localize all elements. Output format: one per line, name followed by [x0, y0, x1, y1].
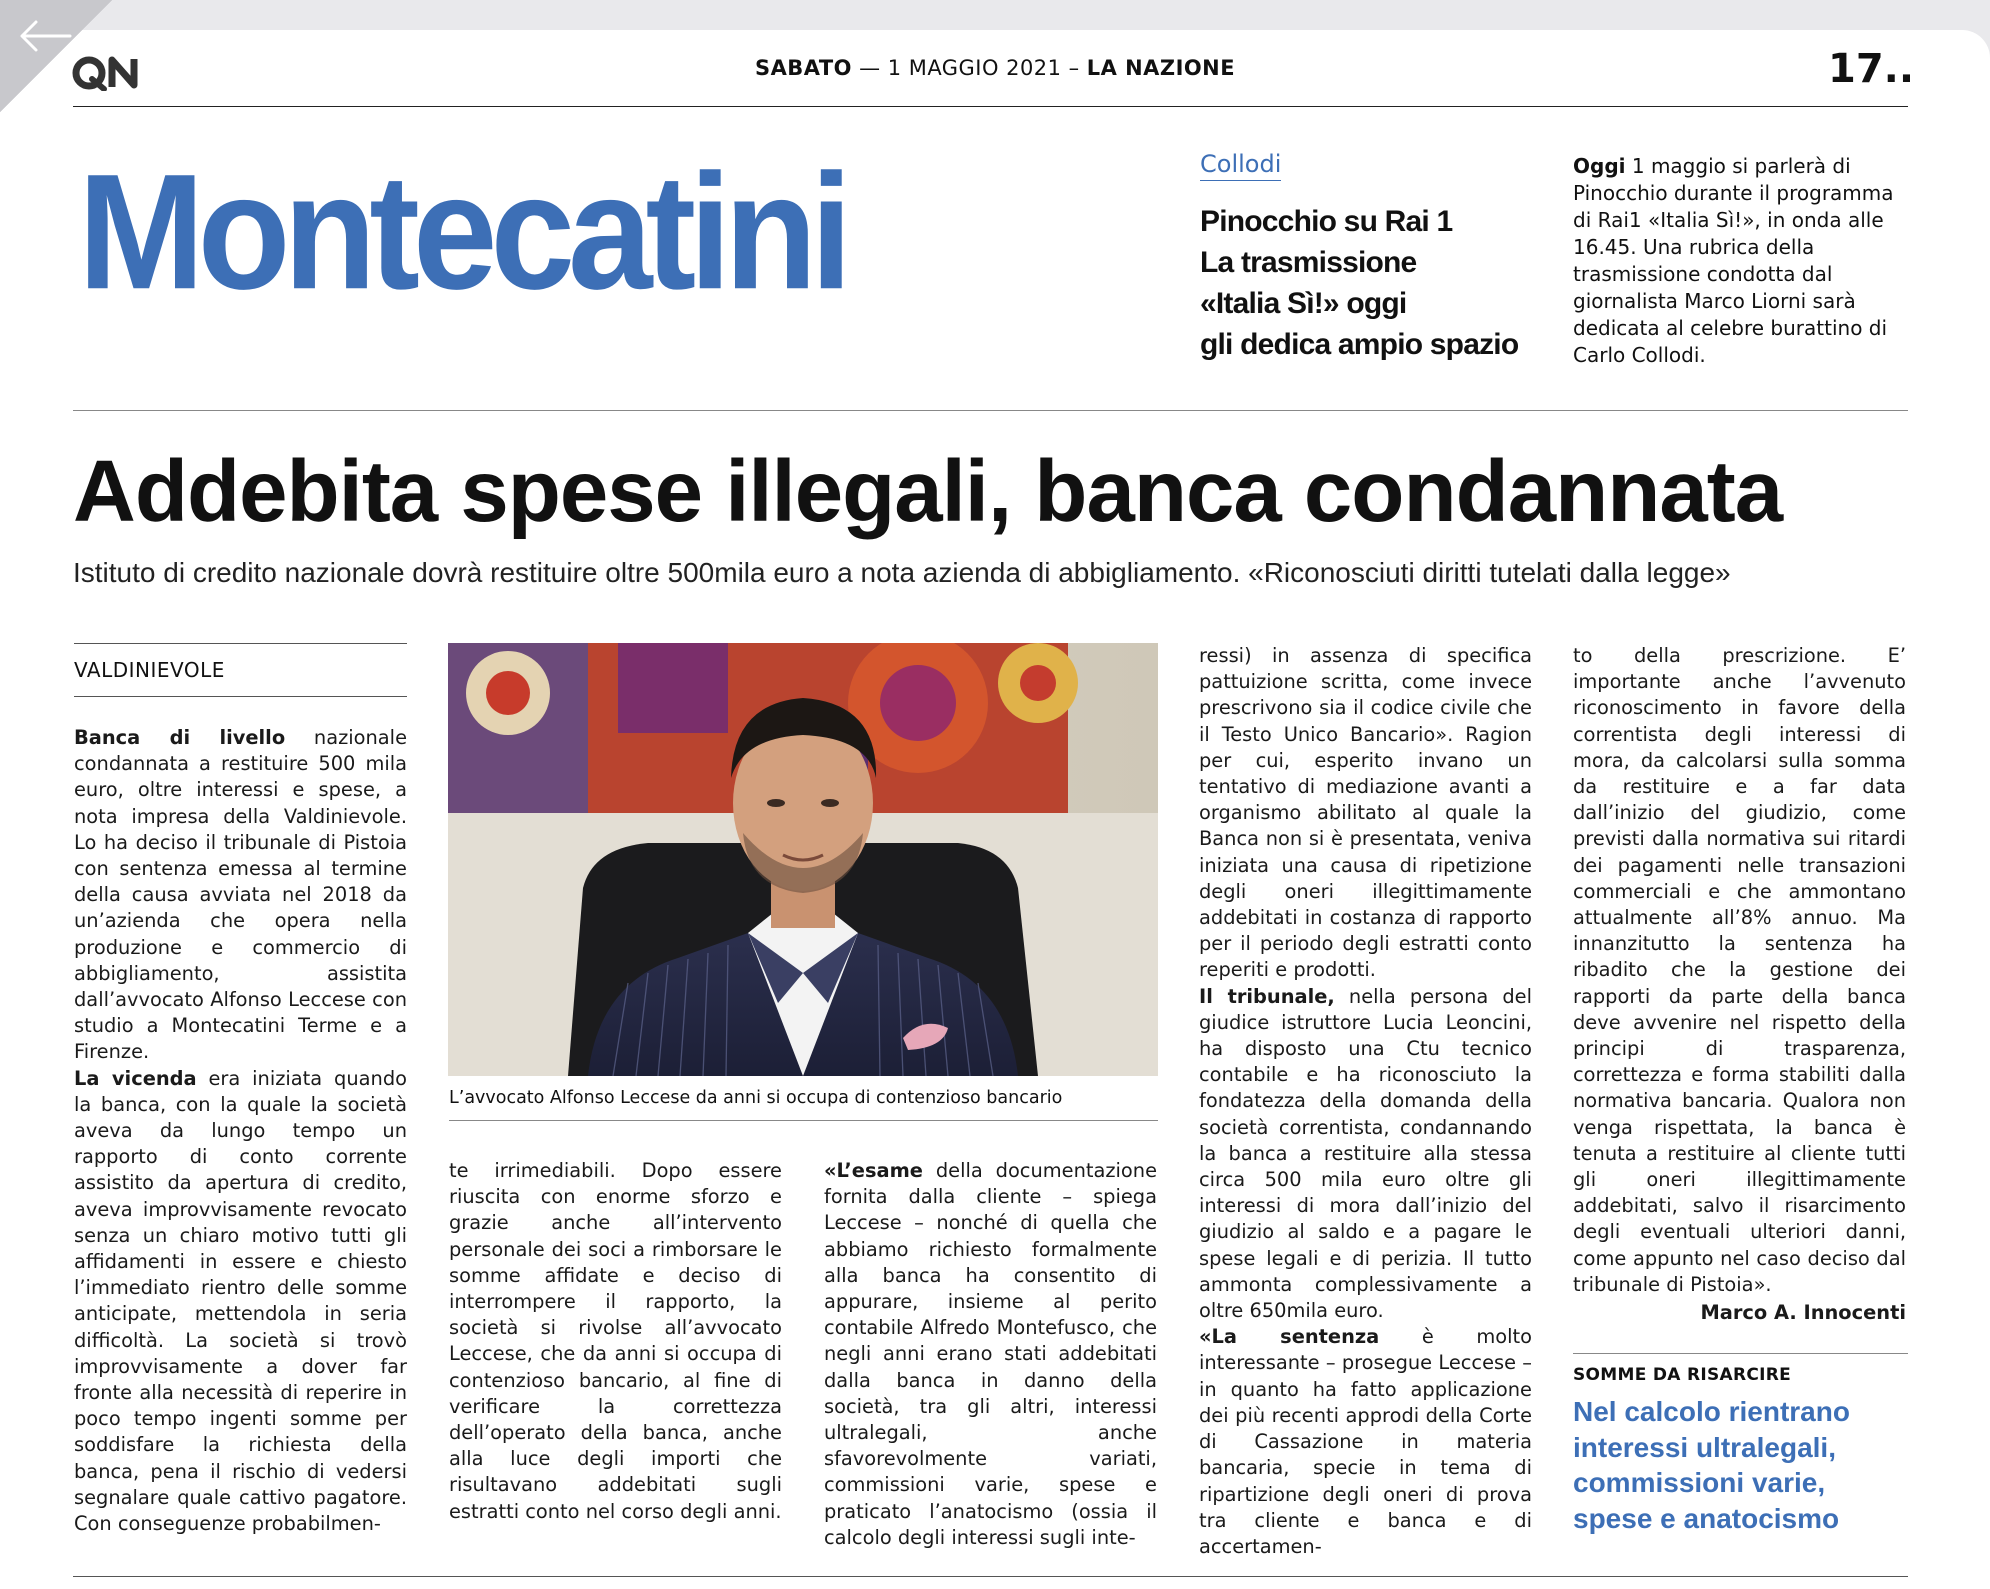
caption-rule [449, 1120, 1158, 1121]
dateline-bottom-rule [74, 696, 407, 697]
folio-date-text: — 1 MAGGIO 2021 – [859, 56, 1080, 80]
side-story-text [1573, 153, 1913, 369]
side-story-lead: Oggi [1573, 154, 1626, 178]
article-column-5 [1573, 643, 1906, 1326]
paragraph [74, 1066, 407, 1538]
side-headline-line: «Italia Sì!» oggi [1200, 287, 1407, 320]
article-headline: Addebita spese illegali, banca condannata [73, 443, 1783, 540]
paragraph-text: ressi) in assenza di specifica pattuizione scritta, come invece prescrivono sia il codice civile che il Testo Unico Bancario». Ragion per cui, esperito invano un tentativo di mediazione avanti a organismo abilitato al quale la Banca non si è presentata, veniva iniziata una causa di ripetizione degli oneri illegittimamente addebitati in costanza di rapporto per il periodo degli estratti conto reperiti e prodotti. [1199, 644, 1532, 982]
photo-caption: L’avvocato Alfonso Leccese da anni si occupa di contenzioso bancario [449, 1088, 1063, 1108]
paragraph-lead: «L’esame [824, 1159, 923, 1182]
side-story-kicker[interactable]: Collodi [1200, 150, 1281, 181]
side-headline-line: gli dedica ampio spazio [1200, 328, 1519, 361]
section-rule [73, 410, 1908, 411]
side-story-body: 1 maggio si parlerà di Pinocchio durante il programma di Rai1 «Italia Sì!», in onda alle 16.45. Una rubrica della trasmissione condotta dal giornalista Marco Liorni sarà dedicata al celebre burattino di Carlo Collodi. [1573, 154, 1894, 367]
paragraph [1199, 984, 1532, 1325]
lawyer-portrait-image [448, 643, 1158, 1076]
article-column-3 [824, 1158, 1157, 1551]
back-arrow-icon[interactable] [14, 16, 74, 56]
paragraph [1199, 643, 1532, 984]
box-rule [1573, 1353, 1908, 1354]
paragraph-text: era iniziata quando la banca, con la quale la società aveva da lungo tempo un rapporto di conto corrente assistito da apertura di credito, aveva improvvisamente revocato senza un chiaro motivo tutti gli affidamenti in essere e chiesto l’immediato rientro delle somme anticipate, mettendola in seria difficoltà. La società si trovò improvvisamente a dover far fronte alla necessità di reperire in poco tempo ingenti somme per soddisfare la richiesta della banca, pena il rischio di vedersi segnalare quale cattivo pagatore. Con conseguenze probabilmen- [74, 1066, 407, 1536]
box-kicker: SOMME DA RISARCIRE [1573, 1365, 1792, 1385]
paragraph-text: nazionale condannata a restituire 500 mila euro, oltre interessi e spese, a nota impresa della Valdinievole. Lo ha deciso il tribunale di Pistoia con sentenza emessa al termine della causa avviata nel 2018 da un’azienda che opera nella produzione e commercio di abbigliamento, assistita dall’avvocato Alfonso Leccese con studio a Montecatini Terme e a Firenze. [74, 726, 407, 1064]
paragraph [449, 1158, 782, 1525]
footer-rule [73, 1576, 1908, 1577]
page-number-dots: .. [1883, 46, 1915, 92]
folio-date [755, 56, 1235, 80]
paragraph-text: nella persona del giudice istruttore Lucia Leoncini, ha disposto una Ctu tecnico contabile e ha riconosciuto la fondatezza della domanda della società correntista, condannando la banca a restituire alla stessa circa 500 mila euro oltre gli interessi di mora dall’inizio del giudizio al saldo e a pagare le spese legali e di perizia. Il tutto ammonta complessivamente a oltre 650mila euro. [1199, 984, 1532, 1323]
paragraph [1199, 1324, 1532, 1560]
article-column-4 [1199, 643, 1532, 1560]
paragraph [74, 725, 407, 1066]
folio-newspaper: LA NAZIONE [1086, 56, 1236, 80]
box-headline-line: commissioni varie, [1573, 1467, 1826, 1498]
side-headline-line: La trasmissione [1200, 246, 1417, 279]
paragraph [1573, 643, 1906, 1298]
paragraph-text: to della prescrizione. E’ importante anche l’avvenuto riconoscimento in favore della correntista degli interessi di mora, da calcolarsi sulla somma da restituire e a far data dall’inizio del giudizio, come previsti dalla normativa sui ritardi dei pagamenti nelle transazioni commerciali e che ammontano attualmente all’8% annuo. Ma innanzitutto la sentenza ha ribadito che la gestione dei rapporti da parte della banca deve avvenire nel rispetto della principi di trasparenza, correttezza e forma stabiliti dalla normativa bancaria. Qualora non venga rispettata, la banca è tenuta a restituire al cliente tutti gli oneri illegittimamente addebitati, salvo il risarcimento degli eventuali ulteriori danni, come appunto nel caso deciso dal tribunale di Pistoia». [1573, 644, 1906, 1296]
paragraph-text: della documentazione fornita dalla cliente – spiega Leccese – nonché di quella che abbiamo richiesto formalmente alla banca ha consentito di appurare, insieme al perito contabile Alfredo Montefusco, che negli anni erano stati addebitati dalla banca in danno della società, tra gli altri, interessi ultralegali, anche sfavorevolmente variati, commissioni varie, spese e praticato l’anatocismo (ossia il calcolo degli interessi sugli inte- [824, 1159, 1157, 1549]
article-subheadline: Istituto di credito nazionale dovrà restituire oltre 500mila euro a nota azienda di abbigliamento. «Riconosciuti diritti tutelati dalla legge» [73, 557, 1731, 588]
box-headline [1573, 1394, 1913, 1536]
paragraph-lead: Banca di livello [74, 726, 286, 749]
author-byline: Marco A. Innocenti [1700, 1301, 1906, 1325]
page-number [1828, 46, 1914, 92]
section-title: Montecatini [78, 140, 846, 324]
header-rule [73, 106, 1908, 107]
paragraph-text: è molto interessante – prosegue Leccese – in quanto ha fatto applicazione dei più recenti approdi della Corte di Cassazione in materia bancaria, specie in tema di ripartizione degli oneri di prova tra cliente e banca e di accertamen- [1199, 1325, 1532, 1558]
article-dateline: VALDINIEVOLE [74, 658, 225, 682]
side-headline-line: Pinocchio su Rai 1 [1200, 205, 1453, 238]
box-headline-line: spese e anatocismo [1573, 1502, 1840, 1534]
folio-day: SABATO [755, 56, 852, 80]
paragraph-text: te irrimediabili. Dopo essere riuscita con enorme sforzo e grazie anche all’intervento personale dei soci a rimborsare le somme affidate e deciso di interrompere il rapporto, la società si rivolse all’avvocato Leccese, che da anni si occupa di contenzioso bancario, al fine di verificare la correttezza dell’operato della banca, anche alla luce degli importi che risultavano addebitati sugli estratti conto nel corso degli anni. [449, 1159, 782, 1523]
page-number-value: 17 [1828, 46, 1884, 92]
article-column-2 [449, 1158, 782, 1525]
dateline-top-rule [74, 643, 407, 644]
article-column-1 [74, 725, 407, 1537]
article-photo [448, 643, 1158, 1076]
side-story-headline [1200, 201, 1540, 365]
box-headline-line: Nel calcolo rientrano [1573, 1396, 1850, 1427]
paragraph [824, 1158, 1157, 1551]
paragraph-lead: Il tribunale, [1199, 984, 1335, 1008]
paragraph-lead: «La sentenza [1199, 1325, 1380, 1349]
paragraph-lead: La vicenda [74, 1066, 197, 1090]
box-headline-line: interessi ultralegali, [1573, 1431, 1836, 1463]
